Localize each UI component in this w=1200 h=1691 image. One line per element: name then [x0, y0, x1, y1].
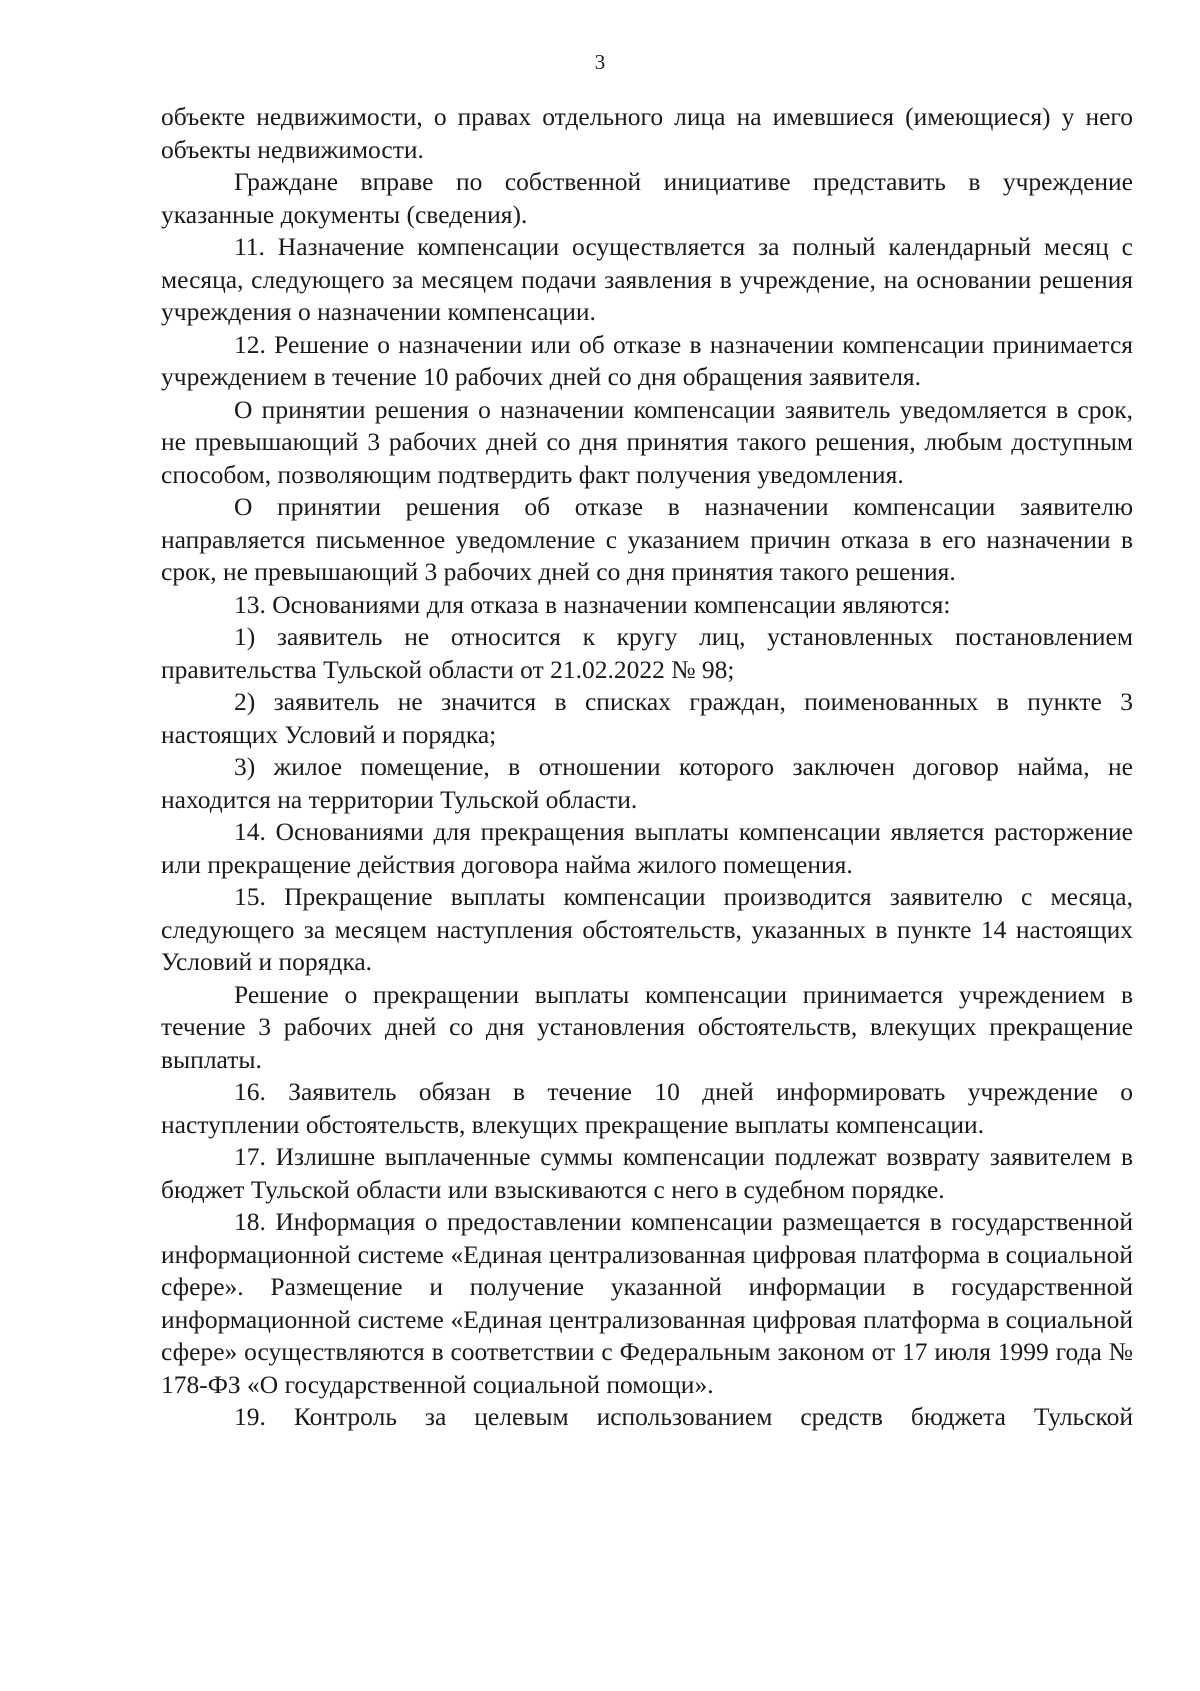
paragraph-item-13: 13. Основаниями для отказа в назначении компенсации являются:: [234, 589, 951, 619]
paragraph-item-15: 15. Прекращение выплаты компенсации производится заявителю с месяца, следующего за месяцем наступления обстоятельств, указанных в пункте 14 настоящих Условий и порядка.: [161, 882, 1133, 976]
paragraph-item-14: 14. Основаниями для прекращения выплаты компенсации является расторжение или прекращение действия договора найма жилого помещения.: [161, 817, 1133, 879]
paragraph-continuation: объекте недвижимости, о правах отдельного лица на имевшиеся (имеющиеся) у него объекты недвижимости.: [161, 102, 1133, 164]
paragraph-item-11: 11. Назначение компенсации осуществляется за полный календарный месяц с месяца, следующего за месяцем подачи заявления в учреждение, на основании решения учреждения о назначении компенсации.: [161, 232, 1133, 326]
paragraph-item-18: 18. Информация о предоставлении компенсации размещается в государственной информационной системе «Единая централизованная цифровая платформа в социальной сфере». Размещение и получение указанной информации в государственной информационной системе «Единая централизованная цифровая платформа в социальной сфере» осуществляются в соответствии с Федеральным законом от 17 июля 1999 года № 178-ФЗ «О государственной социальной помощи».: [161, 1207, 1133, 1399]
paragraph-item-13-1: 1) заявитель не относится к кругу лиц, установленных постановлением правительства Тульской области от 21.02.2022 № 98;: [161, 622, 1133, 684]
page-number: 3: [594, 50, 606, 74]
paragraph-notification-approval: О принятии решения о назначении компенсации заявитель уведомляется в срок, не превышающий 3 рабочих дней со дня принятия такого решения, любым доступным способом, позволяющим подтвердить факт получения уведомления.: [161, 394, 1133, 489]
paragraph-item-16: 16. Заявитель обязан в течение 10 дней информировать учреждение о наступлении обстоятельств, влекущих прекращение выплаты компенсации.: [161, 1077, 1133, 1139]
paragraph-item-13-3: 3) жилое помещение, в отношении которого заключен договор найма, не находится на территории Тульской области.: [161, 752, 1133, 814]
paragraph-item-19: 19. Контроль за целевым использованием средств бюджета Тульской: [234, 1402, 1133, 1431]
paragraph-item-13-2: 2) заявитель не значится в списках граждан, поименованных в пункте 3 настоящих Условий и порядка;: [161, 687, 1133, 749]
paragraph-item-12: 12. Решение о назначении или об отказе в назначении компенсации принимается учреждением в течение 10 рабочих дней со дня обращения заявителя.: [161, 329, 1133, 391]
paragraph-notification-refusal: О принятии решения об отказе в назначении компенсации заявителю направляется письменное уведомление с указанием причин отказа в его назначении в срок, не превышающий 3 рабочих дней со дня принятия такого решения.: [161, 492, 1133, 586]
document-body: [161, 101, 1133, 1434]
paragraph-item-17: 17. Излишне выплаченные суммы компенсации подлежат возврату заявителем в бюджет Тульской области или взыскиваются с него в судебном порядке.: [161, 1142, 1133, 1204]
paragraph-termination-decision: Решение о прекращении выплаты компенсации принимается учреждением в течение 3 рабочих дней со дня установления обстоятельств, влекущих прекращение выплаты.: [161, 979, 1133, 1074]
paragraph-citizens-right: Граждане вправе по собственной инициативе представить в учреждение указанные документы (сведения).: [161, 167, 1133, 229]
